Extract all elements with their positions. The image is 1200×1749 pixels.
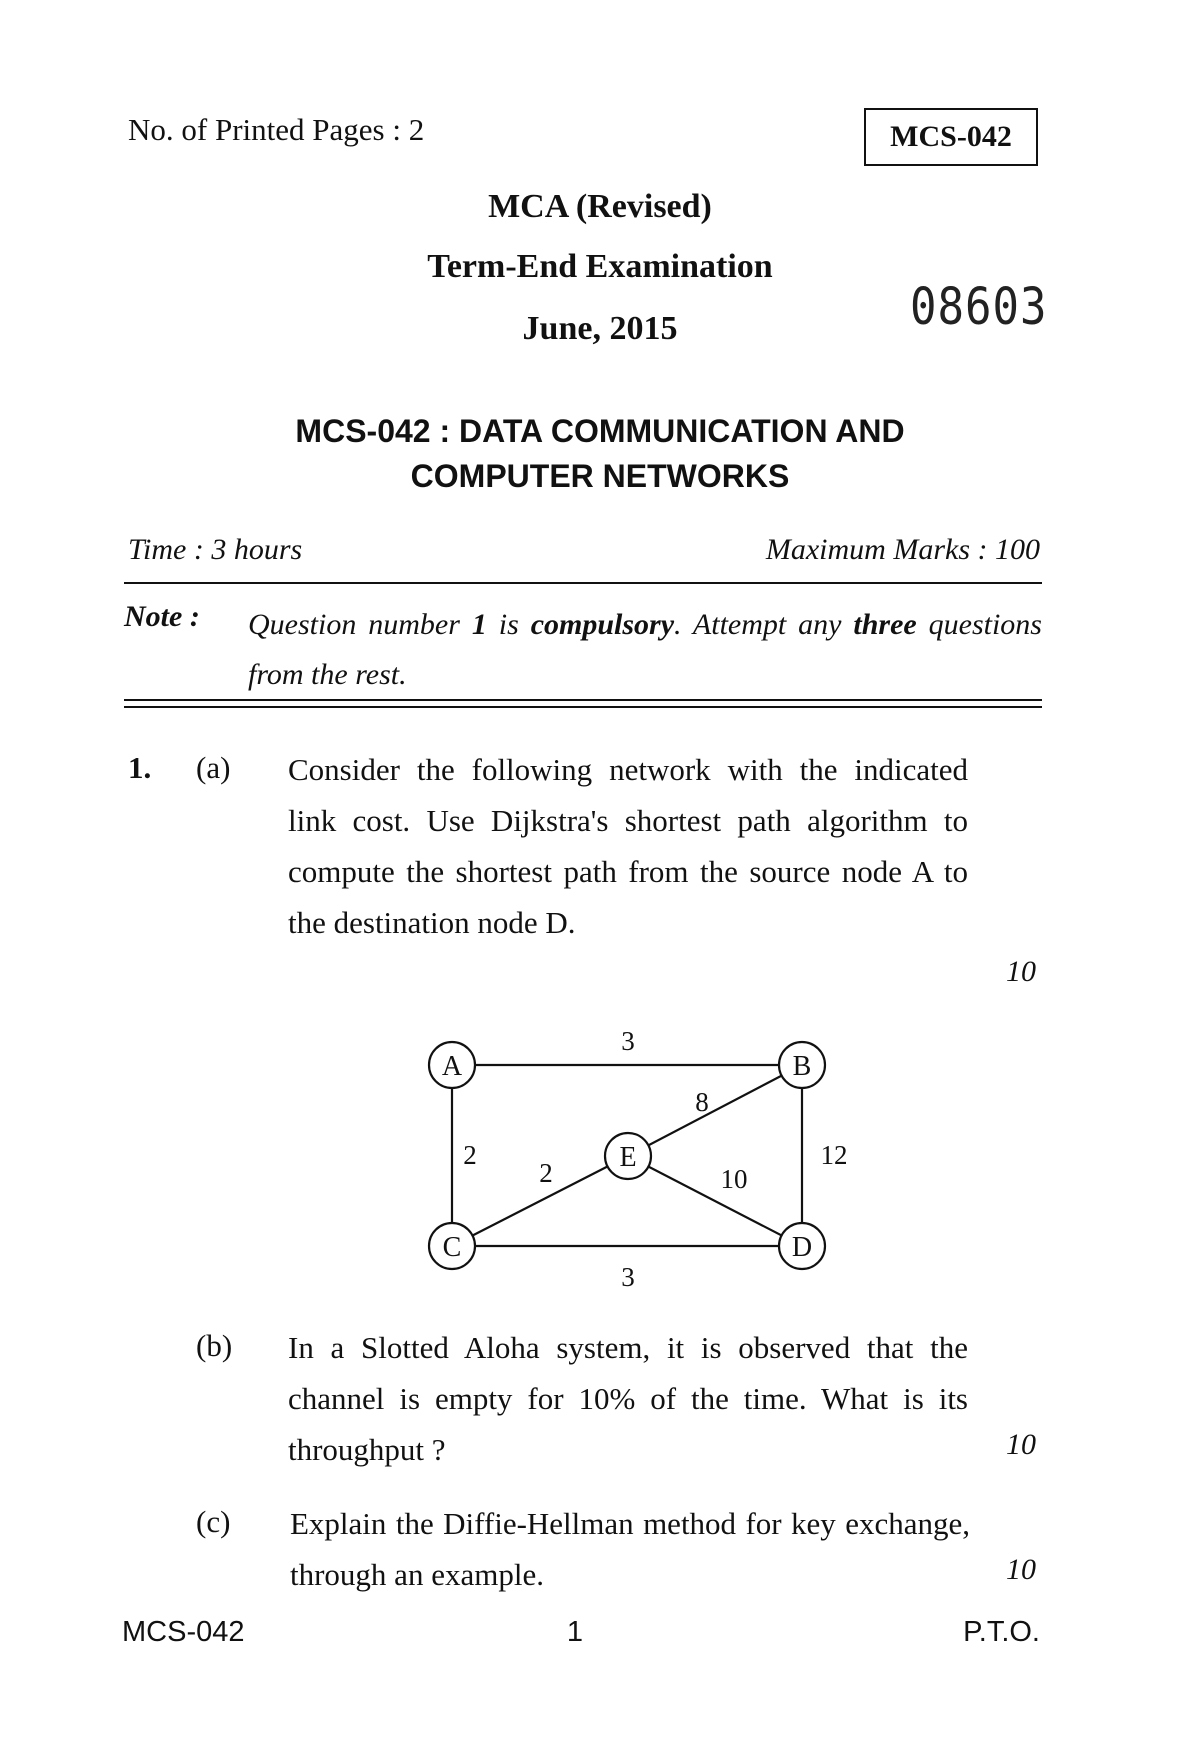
node-label-a: A bbox=[441, 1051, 463, 1082]
part-label-a: (a) bbox=[196, 750, 231, 785]
serial-number-stamp: 08603 bbox=[910, 278, 1048, 337]
note-text-part: . Attempt any bbox=[674, 608, 854, 641]
footer-course-code: MCS-042 bbox=[122, 1616, 245, 1648]
question-number: 1. bbox=[128, 750, 152, 785]
question-1a-marks: 10 bbox=[1006, 955, 1036, 988]
question-1b-text: In a Slotted Aloha system, it is observed that the channel is empty for 10% of the time. What is its throughput ? bbox=[288, 1330, 968, 1467]
exam-session: June, 2015 bbox=[522, 310, 678, 347]
edge-cost-c-d: 3 bbox=[621, 1262, 635, 1292]
edge-e-d bbox=[628, 1156, 802, 1246]
printed-pages-count: No. of Printed Pages : 2 bbox=[128, 112, 425, 147]
question-1c-marks: 10 bbox=[1006, 1553, 1036, 1586]
note-text-part: is bbox=[486, 608, 531, 641]
network-graph bbox=[400, 1010, 860, 1300]
edge-cost-c-e: 2 bbox=[539, 1158, 553, 1188]
note-compulsory: compulsory bbox=[530, 608, 675, 641]
question-1b-marks: 10 bbox=[1006, 1428, 1036, 1461]
subject-title-line2: COMPUTER NETWORKS bbox=[410, 458, 790, 494]
subject-title-line1: MCS-042 : DATA COMMUNICATION AND bbox=[295, 413, 905, 449]
node-label-c: C bbox=[442, 1232, 462, 1263]
footer-pto: P.T.O. bbox=[963, 1616, 1040, 1648]
note-question-number: 1 bbox=[471, 608, 487, 641]
node-label-d: D bbox=[791, 1232, 813, 1263]
maximum-marks: Maximum Marks : 100 bbox=[765, 533, 1040, 566]
note-text bbox=[248, 600, 1042, 700]
node-label-e: E bbox=[619, 1142, 637, 1173]
footer-page-number: 1 bbox=[566, 1616, 584, 1648]
edge-cost-a-b: 3 bbox=[621, 1026, 635, 1056]
edge-cost-b-e: 8 bbox=[695, 1087, 709, 1117]
edge-b-e bbox=[628, 1065, 802, 1156]
note-text-part: Question number bbox=[248, 608, 472, 641]
part-label-b: (b) bbox=[196, 1328, 233, 1363]
time-allowed: Time : 3 hours bbox=[128, 533, 303, 566]
exam-title: Term-End Examination bbox=[427, 248, 773, 285]
course-code-box: MCS-042 bbox=[864, 108, 1038, 166]
edge-cost-b-d: 12 bbox=[820, 1140, 848, 1170]
edge-cost-e-d: 10 bbox=[720, 1164, 748, 1194]
question-1c-text: Explain the Diffie-Hellman method for key exchange, through an example. bbox=[290, 1506, 970, 1592]
double-rule-top bbox=[124, 699, 1042, 701]
note-three: three bbox=[853, 608, 917, 641]
note-text-part: questions from the rest. bbox=[248, 608, 1042, 691]
node-label-b: B bbox=[792, 1051, 812, 1082]
double-rule-bottom bbox=[124, 706, 1042, 708]
program-title: MCA (Revised) bbox=[488, 188, 712, 225]
part-label-c: (c) bbox=[196, 1504, 231, 1539]
divider-rule bbox=[124, 582, 1042, 584]
note-label: Note : bbox=[124, 600, 200, 633]
question-1a-text: Consider the following network with the indicated link cost. Use Dijkstra's shortest path algorithm to compute the shortest path from the source node A to the destination node D. bbox=[288, 752, 968, 940]
edge-cost-a-c: 2 bbox=[463, 1140, 477, 1170]
